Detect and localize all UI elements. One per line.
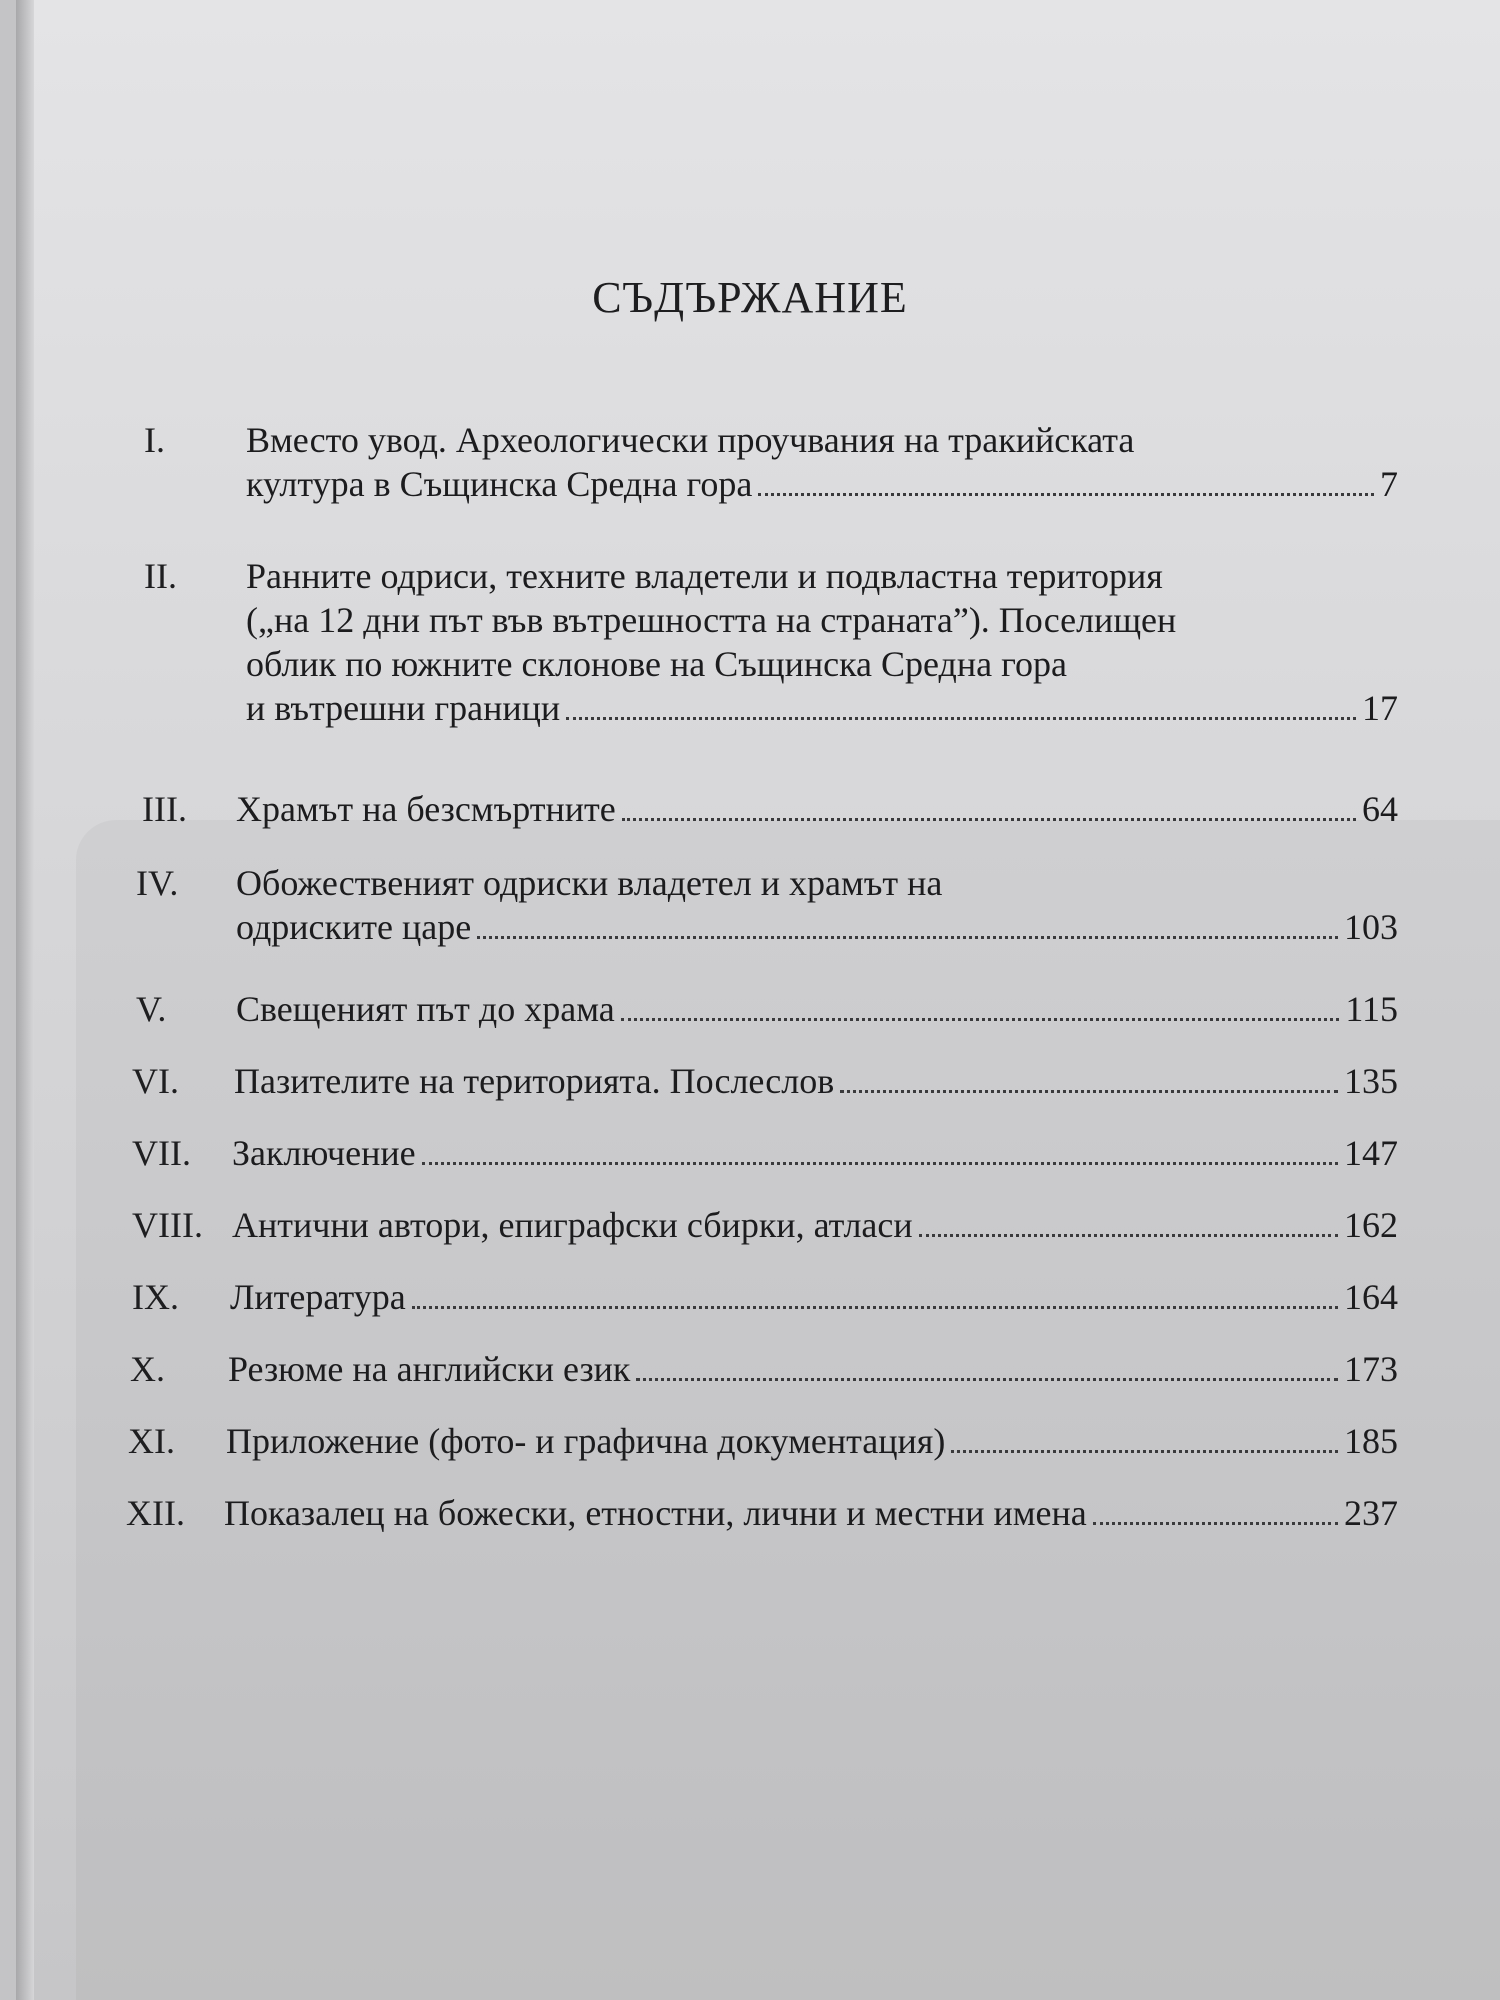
- entry-title-line: („на 12 дни път във вътрешността на страната”). Поселищен: [246, 600, 1177, 640]
- entry-page-number: 103: [1344, 907, 1398, 947]
- entry-title-line: Ранните одриси, техните владетели и подвластна територия: [246, 556, 1163, 596]
- dot-leader: [840, 1090, 1338, 1093]
- dot-leader: [566, 717, 1356, 720]
- entry-title-last-line: култура в Същинска Средна гора: [246, 464, 753, 504]
- dot-leader: [758, 493, 1374, 496]
- entry-page-number: 164: [1344, 1277, 1398, 1317]
- toc-entry-10: [128, 1347, 1398, 1419]
- entry-number: X.: [130, 1349, 165, 1389]
- entry-number: XII.: [126, 1493, 185, 1533]
- dot-leader: [422, 1162, 1338, 1165]
- entry-number: II.: [144, 556, 177, 596]
- toc-entry-3: [128, 787, 1398, 861]
- entry-number: III.: [142, 789, 187, 829]
- entry-title-last-line: Антични автори, епиграфски сбирки, атласи: [232, 1205, 913, 1245]
- entry-title-line: Обожественият одриски владетел и храмът на: [236, 863, 943, 903]
- dot-leader: [622, 818, 1356, 821]
- entry-number: I.: [144, 420, 165, 460]
- entry-number: IX.: [132, 1277, 179, 1317]
- entry-title-last-line: и вътрешни граници: [246, 688, 561, 728]
- entry-title-last-line: Показалец на божески, етностни, лични и местни имена: [224, 1493, 1087, 1533]
- entry-number: IV.: [136, 863, 179, 903]
- toc-entry-6: [128, 1059, 1398, 1131]
- entry-title-last-line: Пазителите на територията. Послеслов: [234, 1061, 835, 1101]
- entry-title-last-line: Резюме на английски език: [228, 1349, 631, 1389]
- table-of-contents: [128, 418, 1398, 1563]
- entry-page-number: 115: [1345, 989, 1398, 1029]
- entry-title-last-line: одриските царе: [236, 907, 472, 947]
- dot-leader: [951, 1450, 1338, 1453]
- dot-leader: [477, 936, 1338, 939]
- toc-entry-4: [128, 861, 1398, 987]
- entry-page-number: 135: [1344, 1061, 1398, 1101]
- toc-entry-1: [128, 418, 1398, 554]
- toc-title: СЪДЪРЖАНИЕ: [592, 273, 908, 322]
- entry-number: VI.: [132, 1061, 179, 1101]
- toc-entry-7: [128, 1131, 1398, 1203]
- entry-title-last-line: Храмът на безсмъртните: [236, 789, 616, 829]
- dot-leader: [919, 1234, 1338, 1237]
- entry-title-last-line: Заключение: [232, 1133, 416, 1173]
- toc-entry-2: [128, 554, 1398, 787]
- entry-title-last-line: Приложение (фото- и графична документация): [226, 1421, 946, 1461]
- dot-leader: [621, 1018, 1340, 1021]
- entry-number: VII.: [132, 1133, 191, 1173]
- toc-entry-5: [128, 987, 1398, 1059]
- dot-leader: [1093, 1522, 1338, 1525]
- toc-entry-11: [128, 1419, 1398, 1491]
- entry-page-number: 64: [1362, 789, 1398, 829]
- entry-page-number: 185: [1344, 1421, 1398, 1461]
- toc-entry-9: [128, 1275, 1398, 1347]
- entry-page-number: 7: [1380, 464, 1398, 504]
- entry-page-number: 173: [1344, 1349, 1398, 1389]
- entry-number: V.: [136, 989, 167, 1029]
- entry-number: VIII.: [132, 1205, 203, 1245]
- entry-title-last-line: Свещеният път до храма: [236, 989, 615, 1029]
- entry-title-line: облик по южните склонове на Същинска Средна гора: [246, 644, 1067, 684]
- entry-page-number: 162: [1344, 1205, 1398, 1245]
- dot-leader: [412, 1306, 1338, 1309]
- dot-leader: [636, 1378, 1338, 1381]
- toc-entry-12: [128, 1491, 1398, 1563]
- entry-page-number: 17: [1362, 688, 1398, 728]
- entry-page-number: 237: [1344, 1493, 1398, 1533]
- entry-page-number: 147: [1344, 1133, 1398, 1173]
- entry-number: XI.: [128, 1421, 175, 1461]
- toc-entry-8: [128, 1203, 1398, 1275]
- entry-title-line: Вместо увод. Археологически проучвания на тракийската: [246, 420, 1135, 460]
- entry-title-last-line: Литература: [230, 1277, 406, 1317]
